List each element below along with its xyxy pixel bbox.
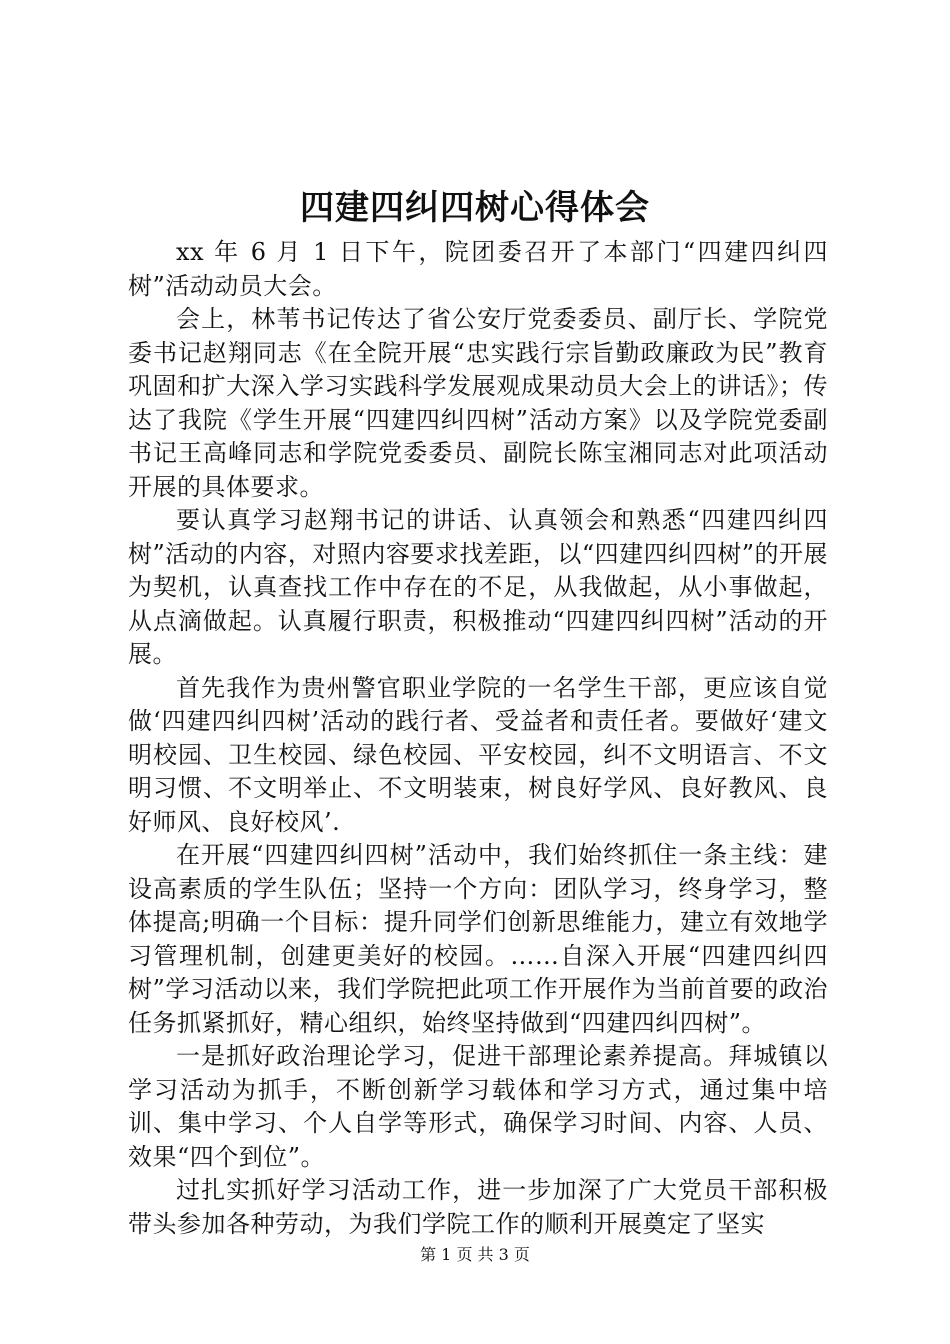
document-title: 四建四纠四树心得体会 <box>300 188 650 228</box>
document-body <box>128 236 828 1241</box>
paragraph-7: 过扎实抓好学习活动工作，进一步加深了广大党员干部积极带头参加各种劳动，为我们学院工作的顺利开展奠定了坚实 <box>128 1176 828 1238</box>
page-number-footer: 第 1 页 共 3 页 <box>420 1245 530 1264</box>
paragraph-5: 在开展“四建四纠四树”活动中，我们始终抓住一条主线：建设高素质的学生队伍；坚持一个方向：团队学习，终身学习，整体提高;明确一个目标：提升同学们创新思维能力，建立有效地学习管理机制，创建更美好的校园。……自深入开展“四建四纠四树”学习活动以来，我们学院把此项工作开展作为当前首要的政治任务抓紧抓好，精心组织，始终坚持做到“四建四纠四树”。 <box>128 841 828 1037</box>
paragraph-3: 要认真学习赵翔书记的讲话、认真领会和熟悉“四建四纠四树”活动的内容，对照内容要求找差距，以“四建四纠四树”的开展为契机，认真查找工作中存在的不足，从我做起，从小事做起，从点滴做起。认真履行职责，积极推动“四建四纠四树”活动的开展。 <box>128 506 828 668</box>
paragraph-2: 会上，林苇书记传达了省公安厅党委委员、副厅长、学院党委书记赵翔同志《在全院开展“忠实践行宗旨勤政廉政为民”教育巩固和扩大深入学习实践科学发展观成果动员大会上的讲话》；传达了我院《学生开展“四建四纠四树”活动方案》以及学院党委副书记王高峰同志和学院党委委员、副院长陈宝湘同志对此项活动开展的具体要求。 <box>128 305 828 501</box>
paragraph-4: 首先我作为贵州警官职业学院的一名学生干部，更应该自觉做‘四建四纠四树’活动的践行者、受益者和责任者。要做好‘建文明校园、卫生校园、绿色校园、平安校园，纠不文明语言、不文明习惯、不文明举止、不文明装束，树良好学风、良好教风、良好师风、良好校风’. <box>128 673 828 836</box>
paragraph-6: 一是抓好政治理论学习，促进干部理论素养提高。拜城镇以学习活动为抓手，不断创新学习载体和学习方式，通过集中培训、集中学习、个人自学等形式，确保学习时间、内容、人员、效果“四个到位”。 <box>128 1042 828 1171</box>
paragraph-1: xx 年 6 月 1 日下午，院团委召开了本部门“四建四纠四树”活动动员大会。 <box>128 238 828 300</box>
